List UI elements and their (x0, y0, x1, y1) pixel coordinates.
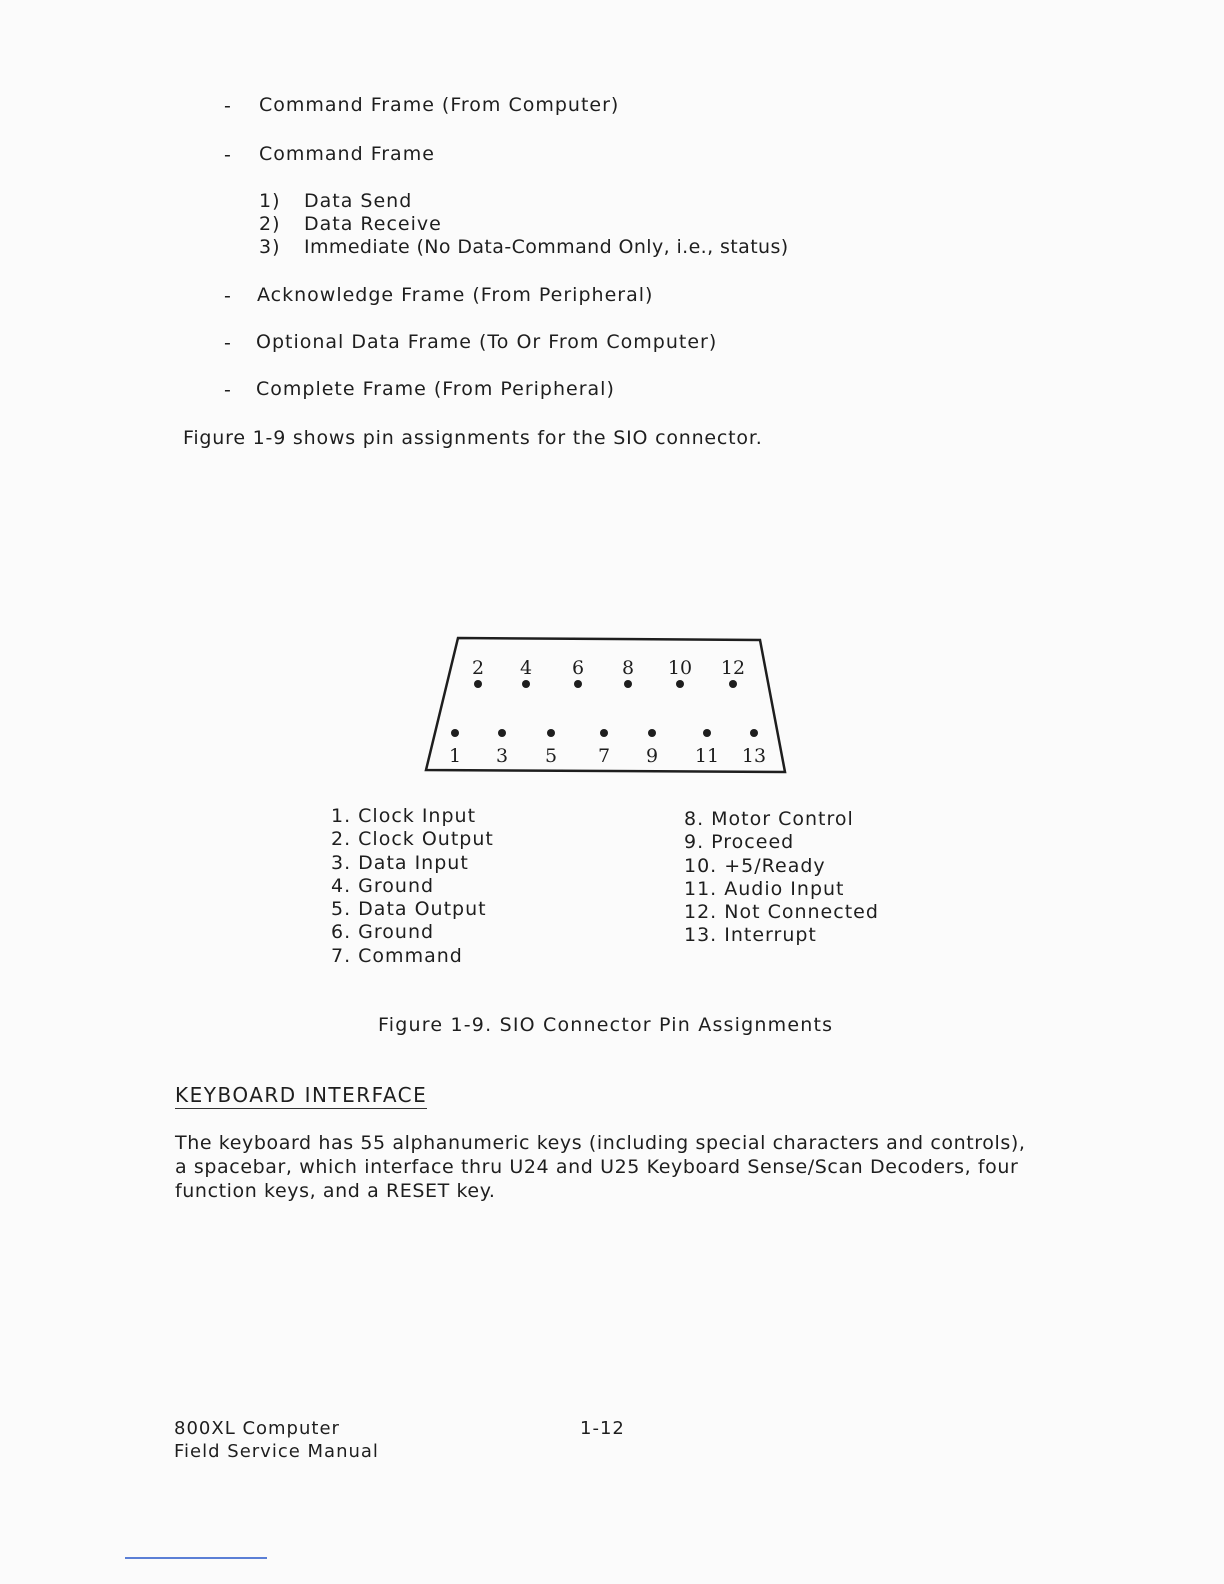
footer-line: Field Service Manual (174, 1441, 379, 1462)
sublist-item-immediate: Immediate (No Data-Command Only, i.e., status) (304, 236, 789, 258)
footer-line: 800XL Computer (174, 1418, 340, 1439)
pin-dot (676, 680, 684, 688)
pin-dot (574, 680, 582, 688)
pin-dot (498, 729, 506, 737)
pin-legend-item: 12. Not Connected (684, 901, 879, 924)
paragraph-line: a spacebar, which interface thru U24 and U25 Keyboard Sense/Scan Decoders, four (175, 1156, 1019, 1178)
pin-legend-item: 1. Clock Input (331, 805, 477, 827)
pin-number: 5 (544, 745, 558, 767)
bottom-rule (125, 1557, 267, 1559)
pin-legend-left (331, 805, 494, 968)
pin-dot (600, 729, 608, 737)
pin-number: 2 (471, 657, 485, 679)
sublist-number: 2) (259, 213, 281, 235)
sublist-item-data-receive: Data Receive (304, 213, 442, 235)
pin-number: 9 (645, 745, 659, 767)
pin-dot (624, 680, 632, 688)
pin-dot (451, 729, 459, 737)
pin-dot (474, 680, 482, 688)
bullet-command-frame-from-computer: Command Frame (From Computer) (259, 94, 620, 116)
pin-legend-item: 7. Command (331, 944, 463, 967)
figure-caption: Figure 1-9. SIO Connector Pin Assignments (378, 1014, 834, 1036)
pin-number: 7 (597, 745, 611, 767)
footer-manual-title (174, 1417, 379, 1463)
pin-number: 12 (720, 657, 746, 679)
intro-sentence: Figure 1-9 shows pin assignments for the SIO connector. (183, 427, 763, 449)
pin-number: 10 (667, 657, 693, 679)
pin-legend-right (684, 808, 879, 948)
pin-dot (547, 729, 555, 737)
bullet-dash: - (224, 144, 231, 166)
pin-legend-item: 3. Data Input (331, 851, 469, 874)
pin-dot (648, 729, 656, 737)
sublist-item-data-send: Data Send (304, 190, 413, 212)
page-number: 1-12 (580, 1418, 625, 1439)
bullet-complete-frame: Complete Frame (From Peripheral) (256, 378, 615, 400)
bullet-dash: - (224, 95, 231, 117)
pin-number: 6 (571, 657, 585, 679)
connector-bottom-row (449, 729, 766, 767)
pin-number: 13 (741, 745, 767, 767)
pin-dot (703, 729, 711, 737)
bullet-command-frame: Command Frame (259, 143, 435, 165)
sublist-number: 3) (259, 236, 281, 258)
bullet-acknowledge-frame: Acknowledge Frame (From Peripheral) (257, 284, 654, 306)
pin-number: 3 (495, 745, 509, 767)
paragraph-line: function keys, and a RESET key. (175, 1180, 496, 1202)
pin-number: 8 (621, 657, 635, 679)
pin-legend-item: 2. Clock Output (331, 828, 494, 851)
pin-legend-item: 10. +5/Ready (684, 854, 826, 877)
pin-number: 11 (694, 745, 720, 767)
paragraph-line: The keyboard has 55 alphanumeric keys (including special characters and controls), (175, 1132, 1026, 1154)
bullet-dash: - (224, 379, 231, 401)
pin-dot (522, 680, 530, 688)
bullet-optional-data-frame: Optional Data Frame (To Or From Computer) (256, 331, 718, 353)
pin-number: 1 (448, 745, 462, 767)
sio-connector-diagram (420, 630, 792, 778)
pin-legend-item: 8. Motor Control (684, 808, 854, 830)
pin-legend-item: 13. Interrupt (684, 924, 817, 947)
pin-number: 4 (519, 657, 533, 679)
pin-legend-item: 11. Audio Input (684, 877, 845, 900)
pin-dot (750, 729, 758, 737)
pin-legend-item: 5. Data Output (331, 898, 487, 921)
pin-legend-item: 9. Proceed (684, 831, 795, 854)
sublist-number: 1) (259, 190, 281, 212)
bullet-dash: - (224, 285, 231, 307)
connector-top-row (472, 657, 745, 688)
bullet-dash: - (224, 332, 231, 354)
pin-legend-item: 6. Ground (331, 921, 435, 944)
pin-legend-item: 4. Ground (331, 874, 435, 897)
pin-dot (729, 680, 737, 688)
section-heading: KEYBOARD INTERFACE (175, 1083, 428, 1107)
keyboard-paragraph (175, 1131, 1026, 1203)
